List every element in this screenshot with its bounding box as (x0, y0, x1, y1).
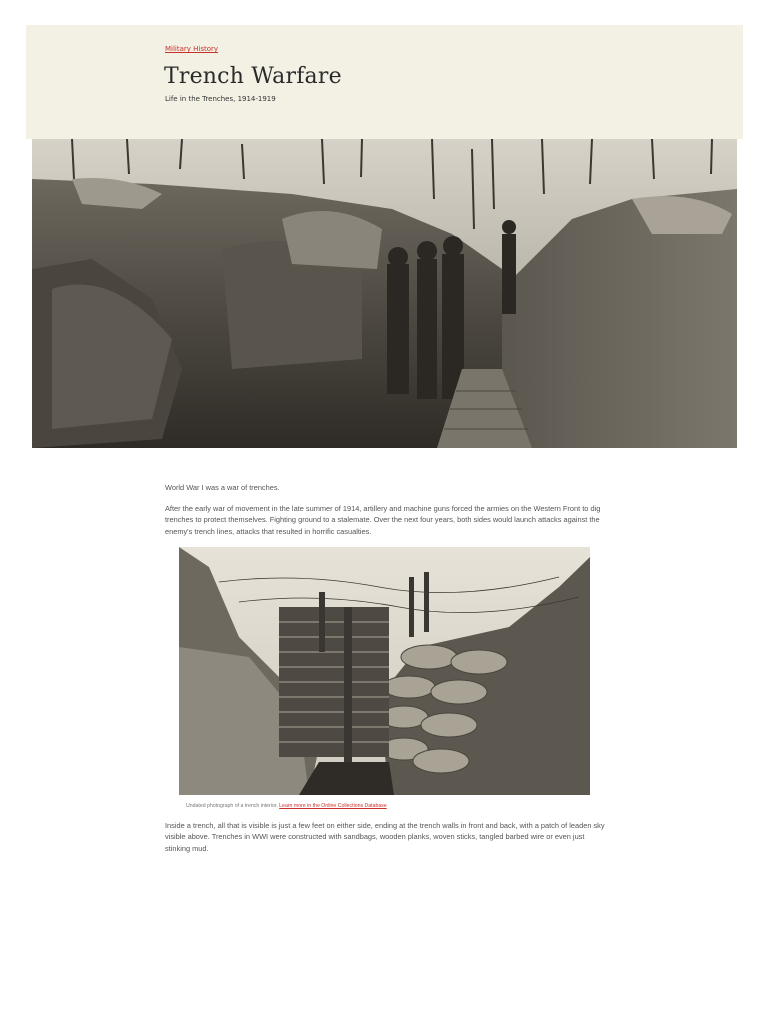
caption-text: Undated photograph of a trench interior. (186, 803, 278, 809)
article-paragraph: After the early war of movement in the late summer of 1914, artillery and machine guns forced the armies on the Western Front to dig trenches to protect themselves. Fighting ground to a stalemate. Over the next four years, both sides would launch attacks against the enemy's trench lines, attacks that resulted in horrific casualties. (165, 504, 601, 536)
trench-interior-photo (179, 547, 590, 795)
figure-caption (186, 803, 387, 809)
page-title: Trench Warfare (164, 64, 342, 89)
header-band (26, 25, 743, 139)
hero-photo (32, 139, 737, 448)
article-paragraph: Inside a trench, all that is visible is just a few feet on either side, ending at the trench walls in front and back, with a patch of leaden sky visible above. Trenches in WWI were constructed with sandbags, wooden planks, woven sticks, tangled barbed wire or even just stinking mud. (165, 821, 605, 853)
page-subtitle: Life in the Trenches, 1914-1919 (165, 95, 276, 103)
category-link[interactable]: Military History (165, 45, 219, 53)
article-paragraph: World War I was a war of trenches. (165, 483, 280, 492)
collections-database-link[interactable]: Learn more in the Online Collections Database (279, 803, 387, 809)
